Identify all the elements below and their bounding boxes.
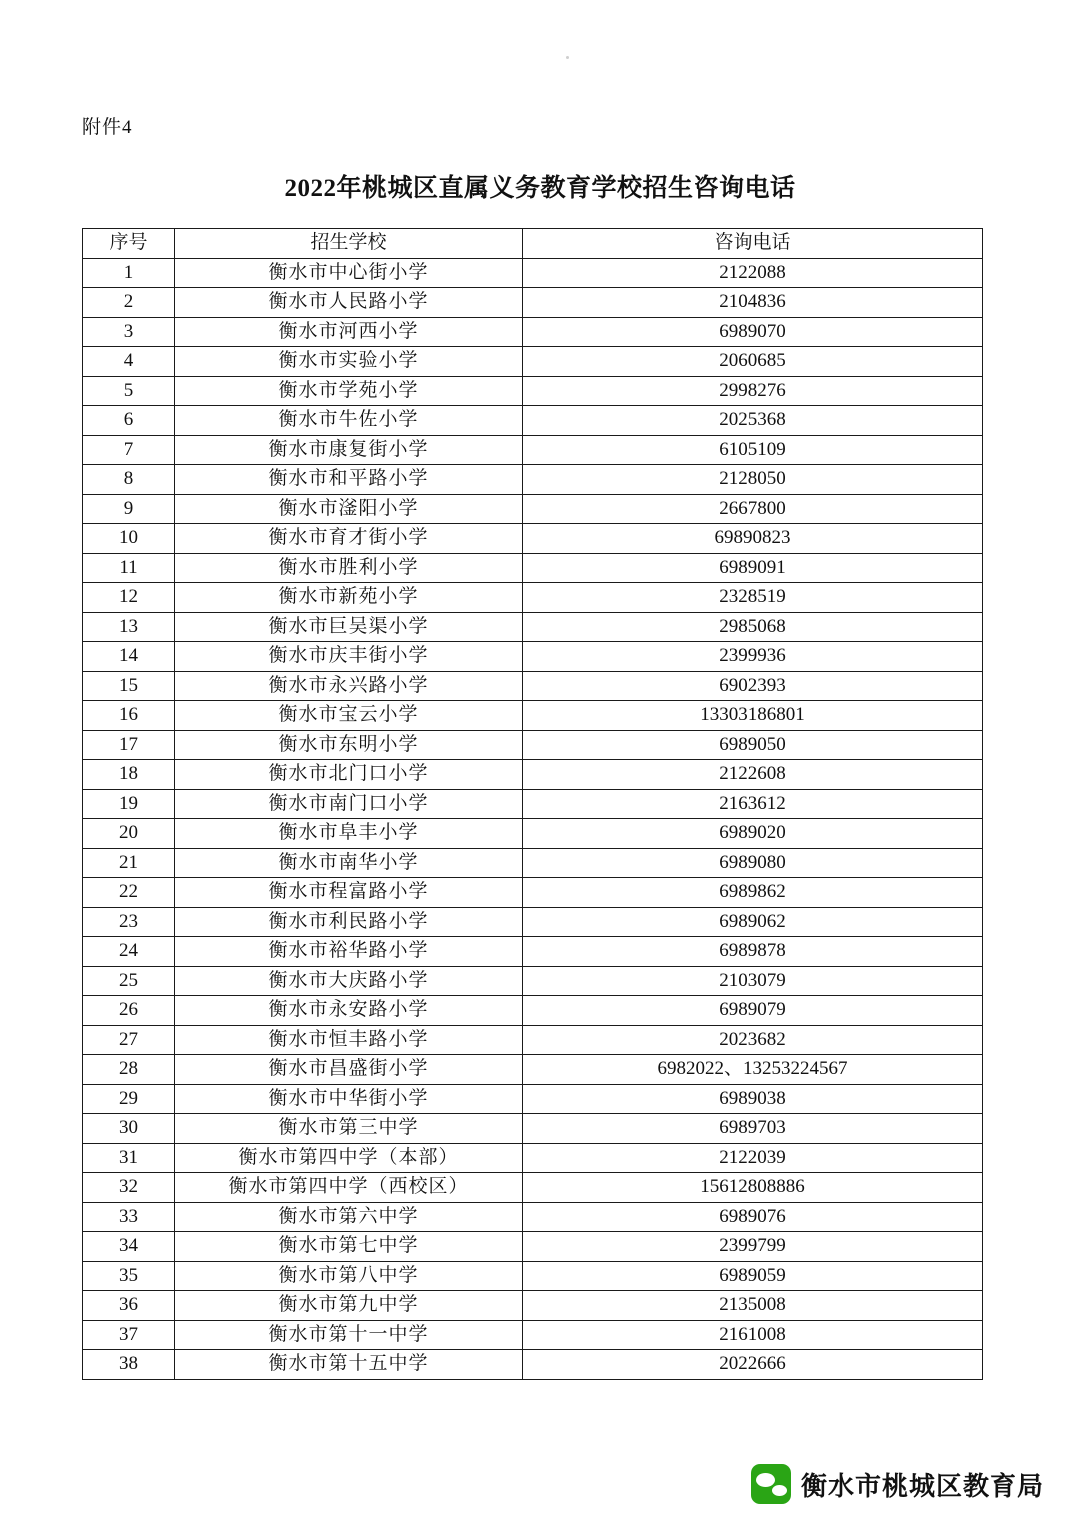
cell-index: 3: [83, 317, 175, 347]
table-row: [83, 553, 983, 583]
cell-phone-number: 15612808886: [523, 1173, 983, 1203]
cell-school-name: 衡水市永安路小学: [175, 996, 523, 1026]
cell-index: 20: [83, 819, 175, 849]
table-row: [83, 406, 983, 436]
cell-index: 6: [83, 406, 175, 436]
table-row: [83, 1350, 983, 1380]
cell-index: 19: [83, 789, 175, 819]
cell-phone-number: 2998276: [523, 376, 983, 406]
cell-phone-number: 2163612: [523, 789, 983, 819]
table-row: [83, 317, 983, 347]
cell-phone-number: 2161008: [523, 1320, 983, 1350]
cell-index: 30: [83, 1114, 175, 1144]
cell-school-name: 衡水市东明小学: [175, 730, 523, 760]
table-body: [83, 258, 983, 1379]
cell-school-name: 衡水市新苑小学: [175, 583, 523, 613]
cell-index: 36: [83, 1291, 175, 1321]
cell-school-name: 衡水市康复街小学: [175, 435, 523, 465]
table-row: [83, 642, 983, 672]
cell-phone-number: 2328519: [523, 583, 983, 613]
cell-phone-number: 2985068: [523, 612, 983, 642]
cell-school-name: 衡水市育才街小学: [175, 524, 523, 554]
cell-phone-number: 2122608: [523, 760, 983, 790]
cell-phone-number: 6989703: [523, 1114, 983, 1144]
cell-phone-number: 69890823: [523, 524, 983, 554]
cell-phone-number: 2122039: [523, 1143, 983, 1173]
cell-phone-number: 6982022、13253224567: [523, 1055, 983, 1085]
cell-school-name: 衡水市利民路小学: [175, 907, 523, 937]
table-row: [83, 907, 983, 937]
table-row: [83, 288, 983, 318]
cell-index: 14: [83, 642, 175, 672]
cell-school-name: 衡水市河西小学: [175, 317, 523, 347]
cell-index: 34: [83, 1232, 175, 1262]
cell-school-name: 衡水市滏阳小学: [175, 494, 523, 524]
table-row: [83, 760, 983, 790]
table-row: [83, 583, 983, 613]
cell-phone-number: 2399936: [523, 642, 983, 672]
table-row: [83, 376, 983, 406]
cell-school-name: 衡水市南门口小学: [175, 789, 523, 819]
table-row: [83, 258, 983, 288]
cell-phone-number: 6989020: [523, 819, 983, 849]
table-row: [83, 848, 983, 878]
footer-brand: [751, 1464, 1044, 1504]
table-row: [83, 1320, 983, 1350]
cell-school-name: 衡水市永兴路小学: [175, 671, 523, 701]
cell-phone-number: 2022666: [523, 1350, 983, 1380]
cell-school-name: 衡水市程富路小学: [175, 878, 523, 908]
cell-index: 5: [83, 376, 175, 406]
cell-phone-number: 6989050: [523, 730, 983, 760]
table-row: [83, 494, 983, 524]
table-row: [83, 730, 983, 760]
table-row: [83, 1202, 983, 1232]
table-row: [83, 819, 983, 849]
attachment-label: 附件4: [82, 117, 133, 138]
table-row: [83, 996, 983, 1026]
cell-phone-number: 2122088: [523, 258, 983, 288]
cell-phone-number: 6989862: [523, 878, 983, 908]
cell-index: 23: [83, 907, 175, 937]
cell-school-name: 衡水市第四中学（西校区）: [175, 1173, 523, 1203]
page-title: 2022年桃城区直属义务教育学校招生咨询电话: [284, 175, 796, 202]
table-row: [83, 1261, 983, 1291]
school-phone-table: [82, 228, 983, 1380]
cell-school-name: 衡水市恒丰路小学: [175, 1025, 523, 1055]
cell-school-name: 衡水市庆丰街小学: [175, 642, 523, 672]
cell-index: 25: [83, 966, 175, 996]
cell-index: 32: [83, 1173, 175, 1203]
cell-phone-number: 6989062: [523, 907, 983, 937]
cell-index: 7: [83, 435, 175, 465]
cell-index: 28: [83, 1055, 175, 1085]
cell-phone-number: 2060685: [523, 347, 983, 377]
wechat-icon: [751, 1464, 791, 1504]
table-row: [83, 1143, 983, 1173]
cell-school-name: 衡水市北门口小学: [175, 760, 523, 790]
cell-school-name: 衡水市阜丰小学: [175, 819, 523, 849]
cell-index: 33: [83, 1202, 175, 1232]
cell-school-name: 衡水市第四中学（本部）: [175, 1143, 523, 1173]
cell-phone-number: 2104836: [523, 288, 983, 318]
table-row: [83, 1114, 983, 1144]
cell-phone-number: 6989878: [523, 937, 983, 967]
table-row: [83, 671, 983, 701]
cell-school-name: 衡水市第六中学: [175, 1202, 523, 1232]
cell-index: 8: [83, 465, 175, 495]
cell-school-name: 衡水市宝云小学: [175, 701, 523, 731]
table-row: [83, 1025, 983, 1055]
cell-index: 2: [83, 288, 175, 318]
cell-index: 22: [83, 878, 175, 908]
table-row: [83, 465, 983, 495]
cell-school-name: 衡水市第十一中学: [175, 1320, 523, 1350]
table-row: [83, 1084, 983, 1114]
cell-phone-number: 2023682: [523, 1025, 983, 1055]
cell-school-name: 衡水市南华小学: [175, 848, 523, 878]
cell-phone-number: 6989059: [523, 1261, 983, 1291]
table-header-row: [83, 229, 983, 259]
cell-school-name: 衡水市胜利小学: [175, 553, 523, 583]
table-row: [83, 1055, 983, 1085]
cell-school-name: 衡水市中心街小学: [175, 258, 523, 288]
cell-school-name: 衡水市昌盛街小学: [175, 1055, 523, 1085]
cell-school-name: 衡水市第三中学: [175, 1114, 523, 1144]
table-row: [83, 347, 983, 377]
cell-index: 31: [83, 1143, 175, 1173]
cell-index: 10: [83, 524, 175, 554]
cell-school-name: 衡水市大庆路小学: [175, 966, 523, 996]
table-row: [83, 789, 983, 819]
cell-school-name: 衡水市实验小学: [175, 347, 523, 377]
cell-school-name: 衡水市第九中学: [175, 1291, 523, 1321]
cell-phone-number: 13303186801: [523, 701, 983, 731]
cell-school-name: 衡水市第十五中学: [175, 1350, 523, 1380]
cell-phone-number: 6989091: [523, 553, 983, 583]
cell-phone-number: 2128050: [523, 465, 983, 495]
table-row: [83, 612, 983, 642]
cell-index: 16: [83, 701, 175, 731]
table-row: [83, 1291, 983, 1321]
cell-index: 12: [83, 583, 175, 613]
cell-index: 1: [83, 258, 175, 288]
cell-index: 15: [83, 671, 175, 701]
cell-index: 24: [83, 937, 175, 967]
cell-phone-number: 2025368: [523, 406, 983, 436]
cell-phone-number: 2103079: [523, 966, 983, 996]
page-speck: [566, 56, 569, 59]
footer-account-name: 衡水市桃城区教育局: [800, 1471, 1044, 1501]
cell-school-name: 衡水市学苑小学: [175, 376, 523, 406]
cell-school-name: 衡水市巨吴渠小学: [175, 612, 523, 642]
cell-school-name: 衡水市中华街小学: [175, 1084, 523, 1114]
column-header-index: 序号: [83, 229, 175, 259]
column-header-school: 招生学校: [175, 229, 523, 259]
table-row: [83, 937, 983, 967]
cell-index: 13: [83, 612, 175, 642]
table-row: [83, 701, 983, 731]
table-row: [83, 1232, 983, 1262]
cell-phone-number: 6989076: [523, 1202, 983, 1232]
school-phone-table-wrapper: [82, 228, 982, 1380]
table-row: [83, 966, 983, 996]
column-header-phone: 咨询电话: [523, 229, 983, 259]
cell-index: 4: [83, 347, 175, 377]
table-row: [83, 1173, 983, 1203]
cell-index: 27: [83, 1025, 175, 1055]
cell-phone-number: 6989079: [523, 996, 983, 1026]
cell-phone-number: 2135008: [523, 1291, 983, 1321]
cell-phone-number: 2667800: [523, 494, 983, 524]
cell-school-name: 衡水市裕华路小学: [175, 937, 523, 967]
cell-phone-number: 6105109: [523, 435, 983, 465]
cell-index: 21: [83, 848, 175, 878]
cell-index: 29: [83, 1084, 175, 1114]
table-row: [83, 435, 983, 465]
cell-index: 9: [83, 494, 175, 524]
cell-phone-number: 6989038: [523, 1084, 983, 1114]
cell-school-name: 衡水市第八中学: [175, 1261, 523, 1291]
cell-phone-number: 2399799: [523, 1232, 983, 1262]
cell-phone-number: 6902393: [523, 671, 983, 701]
cell-phone-number: 6989070: [523, 317, 983, 347]
cell-school-name: 衡水市第七中学: [175, 1232, 523, 1262]
table-row: [83, 878, 983, 908]
cell-index: 26: [83, 996, 175, 1026]
cell-index: 35: [83, 1261, 175, 1291]
cell-school-name: 衡水市牛佐小学: [175, 406, 523, 436]
cell-phone-number: 6989080: [523, 848, 983, 878]
table-row: [83, 524, 983, 554]
cell-index: 11: [83, 553, 175, 583]
cell-index: 38: [83, 1350, 175, 1380]
cell-school-name: 衡水市和平路小学: [175, 465, 523, 495]
cell-index: 37: [83, 1320, 175, 1350]
table-header: [83, 229, 983, 259]
cell-index: 17: [83, 730, 175, 760]
cell-index: 18: [83, 760, 175, 790]
cell-school-name: 衡水市人民路小学: [175, 288, 523, 318]
